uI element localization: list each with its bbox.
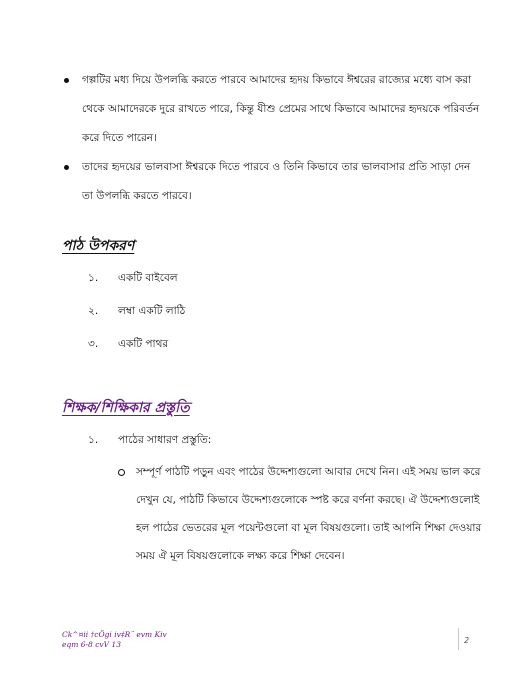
- materials-list: [88, 262, 185, 361]
- preparation-sub-list: [118, 458, 488, 570]
- item-text: একটি পাথর: [118, 338, 169, 350]
- item-text: একটি বাইবেল: [118, 272, 178, 284]
- item-number: ১.: [88, 272, 99, 284]
- circle-bullet-icon: [118, 469, 125, 476]
- sub-item-text: সম্পূর্ণ পাঠটি পড়ুন এবং পাঠের উদ্দেশ্যগুলো আবার দেখে নিন। এই সময় ভাল করে দেখুন যে, পাঠটি কিভাবে উদ্দেশ্যগুলোকে স্পষ্ট করে বর্ণনা করছে। ঐ উদ্দেশ্যগুলোই হল পাঠের ভেতরের মূল পয়েন্টগুলো বা মূল বিষয়গুলো। তাই আপনি শিক্ষা দেওয়ার সময় ঐ মূল বিষয়গুলোকে লক্ষ্য করে শিক্ষা দেবেন।: [136, 466, 482, 562]
- bullet-icon: [64, 78, 69, 83]
- list-item: [62, 66, 482, 153]
- list-item: [118, 458, 488, 570]
- bullet-text: তাদের হৃদয়ের ভালবাসা ঈশ্বরকে দিতে পারবে ও তিনি কিভাবে তার ভালবাসার প্রতি সাড়া দেন তা উপলব্ধি করতে পারবে।: [82, 161, 471, 202]
- item-text: লম্বা একটি লাঠি: [118, 305, 186, 317]
- objectives-list: [62, 66, 482, 211]
- item-text: পাঠের সাধারণ প্রস্তুতি:: [118, 434, 212, 446]
- bullet-text: গল্পটির মধ্য দিয়ে উপলব্ধি করতে পারবে আমাদের হৃদয় কিভাবে ঈশ্বরের রাজ্যের মধ্যে বাস করা থেকে আমাদেরকে দুরে রাখতে পারে, কিন্তু যীশু প্রেমের সাথে কিভাবে আমাদের হৃদয়কে পরিবর্তন করে দিতে পারেন।: [82, 74, 480, 144]
- item-number: ১.: [88, 434, 99, 446]
- item-number: ২.: [88, 305, 99, 317]
- footer-title: [62, 630, 167, 650]
- list-item: [88, 424, 211, 457]
- materials-heading: পাঠ উপকরণ: [62, 238, 135, 254]
- bullet-icon: [64, 165, 69, 170]
- footer-line-1: Ck^¤ii †cÖgi iv‡R¨ evm Kiv: [62, 630, 167, 639]
- item-number: ৩.: [88, 338, 99, 350]
- list-item: [88, 328, 185, 361]
- page-number: 2: [464, 636, 470, 645]
- preparation-list: [88, 424, 211, 457]
- list-item: [88, 295, 185, 328]
- footer-line-2: eqm 6-8 cvV 13: [62, 640, 121, 649]
- list-item: [88, 262, 185, 295]
- list-item: [62, 153, 482, 211]
- footer-divider: [458, 628, 459, 650]
- preparation-heading: শিক্ষক/শিক্ষিকার প্রস্তুতি: [62, 400, 190, 416]
